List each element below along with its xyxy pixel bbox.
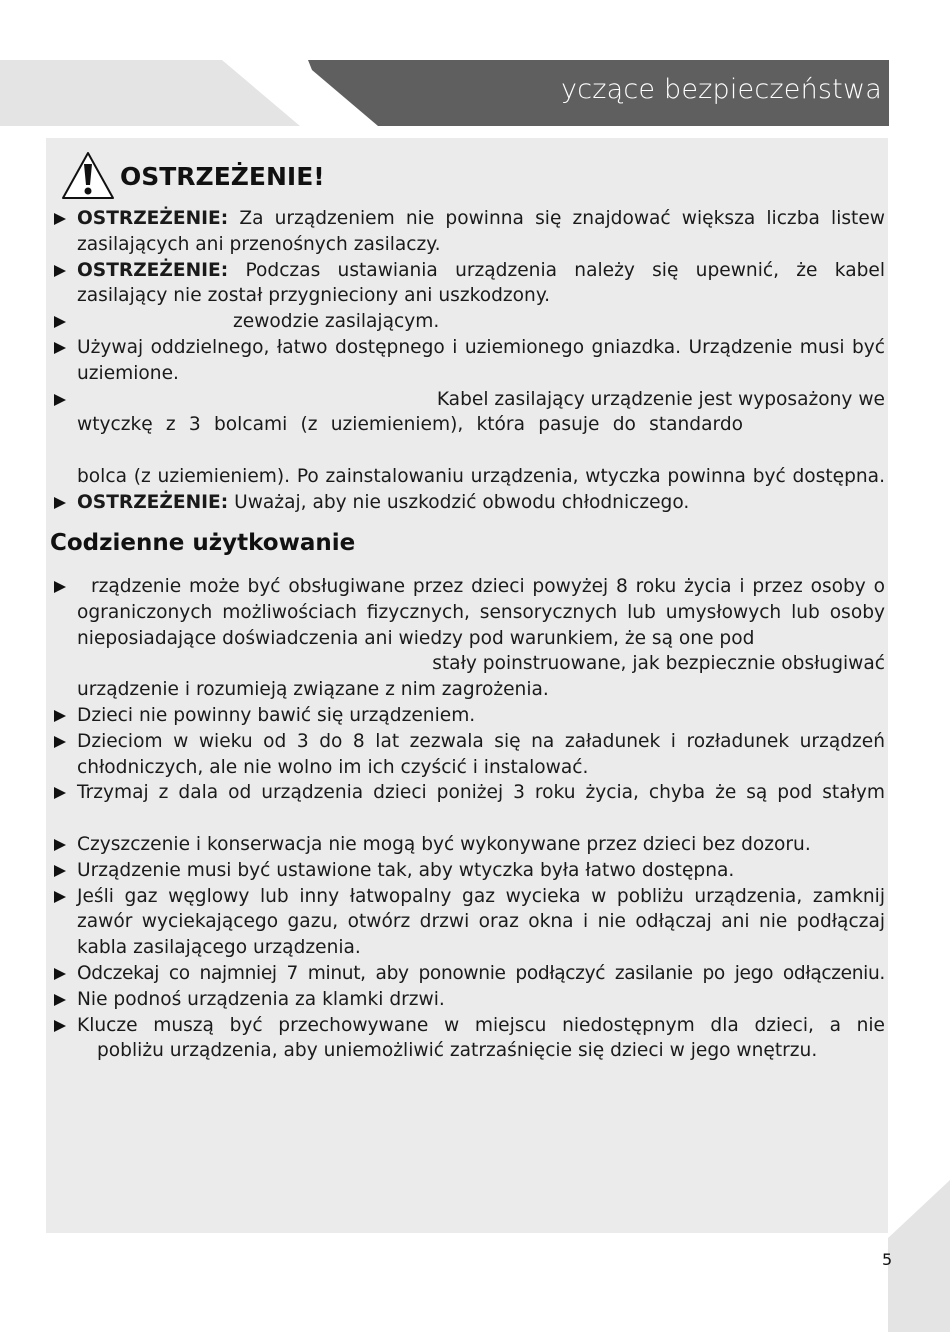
list-item bbox=[54, 490, 885, 516]
item-text: Dzieci nie powinny bawić się urządzeniem. bbox=[77, 704, 476, 726]
header-left-tab bbox=[0, 60, 300, 126]
item-text: rządzenie może być obsługiwane przez dzieci powyżej 8 roku życia i przez osoby o ograniczonych możliwościach fizycznych, sensorycznych lub umysłowych lub osoby nieposiadające doświadczenia ani wiedzy pod warunkiem, że są one pod bbox=[77, 576, 885, 649]
list-item bbox=[54, 1013, 885, 1065]
warning-heading bbox=[60, 150, 325, 202]
item-text: Czyszczenie i konserwacja nie mogą być wykonywane przez dzieci bez dozoru. bbox=[77, 833, 811, 855]
list-item bbox=[54, 729, 885, 781]
item-text: Za urządzeniem nie powinna się znajdować większa liczba listew zasilających ani przenośnych zasilaczy. bbox=[77, 208, 885, 255]
warning-title: OSTRZEŻENIE! bbox=[120, 161, 325, 191]
bullet-triangle-icon bbox=[54, 497, 66, 509]
section-title: Codzienne użytkowanie bbox=[50, 530, 356, 556]
bullet-triangle-icon bbox=[54, 394, 66, 406]
daily-use-list bbox=[54, 574, 885, 1064]
page-number: 5 bbox=[882, 1250, 893, 1269]
warning-triangle-icon bbox=[60, 150, 116, 202]
item-text: Jeśli gaz węglowy lub inny łatwopalny gaz wycieka w pobliżu urządzenia, zamknij zawór wyciekającego gazu, otwórz drzwi oraz okna i nie odłączaj ani nie podłączaj kabla zasilającego urządzenia. bbox=[77, 885, 885, 959]
list-item bbox=[54, 309, 885, 335]
item-text: wtyczkę z 3 bolcami (z uziemieniem), która pasuje do standardo bbox=[77, 414, 743, 436]
warning-list bbox=[54, 206, 885, 516]
header-title: yczące bezpieczeństwa bbox=[561, 74, 882, 105]
list-item bbox=[54, 387, 885, 490]
warning-label: OSTRZEŻENIE: bbox=[77, 259, 229, 281]
list-spacer bbox=[54, 806, 885, 832]
item-text: Trzymaj z dala od urządzenia dzieci poniżej 3 roku życia, chyba że są pod stałym bbox=[77, 782, 885, 804]
bullet-triangle-icon bbox=[54, 891, 66, 903]
corner-decoration bbox=[888, 1180, 950, 1332]
bullet-triangle-icon bbox=[54, 710, 66, 722]
bullet-triangle-icon bbox=[54, 213, 66, 225]
bullet-triangle-icon bbox=[54, 342, 66, 354]
list-item bbox=[54, 703, 885, 729]
list-item bbox=[54, 961, 885, 987]
item-text: Podczas ustawiania urządzenia należy się upewnić, że kabel zasilający nie został przygnieciony ani uszkodzony. bbox=[77, 259, 885, 307]
bullet-triangle-icon bbox=[54, 265, 66, 277]
bullet-triangle-icon bbox=[54, 581, 66, 593]
list-item bbox=[54, 574, 885, 703]
item-text: Używaj oddzielnego, łatwo dostępnego i uziemionego gniazdka. Urządzenie musi być uziemione. bbox=[77, 336, 885, 384]
bullet-triangle-icon bbox=[54, 839, 66, 851]
item-text: Kabel zasilający urządzenie jest wyposażony we bbox=[436, 388, 885, 410]
bullet-triangle-icon bbox=[54, 968, 66, 980]
bullet-triangle-icon bbox=[54, 994, 66, 1006]
item-text: zewodzie zasilającym. bbox=[233, 311, 440, 333]
list-item bbox=[54, 987, 885, 1013]
item-text: Odczekaj co najmniej 7 minut, aby ponownie podłączyć zasilanie po jego odłączeniu. bbox=[77, 962, 885, 984]
item-text: urządzenie i rozumieją związane z nim zagrożenia. bbox=[77, 679, 549, 701]
item-text: Dzieciom w wieku od 3 do 8 lat zezwala się na załadunek i rozładunek urządzeń chłodniczych, ale nie wolno im ich czyścić i instalować. bbox=[77, 730, 885, 778]
item-text: Uważaj, aby nie uszkodzić obwodu chłodniczego. bbox=[228, 491, 690, 513]
list-item bbox=[54, 780, 885, 806]
list-item bbox=[54, 832, 885, 858]
bullet-triangle-icon bbox=[54, 736, 66, 748]
item-text: stały poinstruowane, jak bezpiecznie obsługiwać bbox=[432, 653, 885, 675]
warning-label: OSTRZEŻENIE: bbox=[77, 208, 229, 229]
list-item bbox=[54, 258, 885, 310]
bullet-triangle-icon bbox=[54, 1020, 66, 1032]
bullet-triangle-icon bbox=[54, 865, 66, 877]
warning-label: OSTRZEŻENIE: bbox=[77, 491, 229, 513]
list-item bbox=[54, 335, 885, 387]
bullet-triangle-icon bbox=[54, 787, 66, 799]
item-text: Klucze muszą być przechowywane w miejscu niedostępnym dla dzieci, a nie bbox=[77, 1014, 885, 1036]
list-item bbox=[54, 858, 885, 884]
list-item bbox=[54, 884, 885, 961]
item-text: pobliżu urządzenia, aby uniemożliwić zatrzaśnięcie się dzieci w jego wnętrzu. bbox=[97, 1040, 818, 1062]
item-text: Urządzenie musi być ustawione tak, aby wtyczka była łatwo dostępna. bbox=[77, 859, 735, 881]
list-item bbox=[54, 206, 885, 258]
item-text: bolca (z uziemieniem). Po zainstalowaniu urządzenia, wtyczka powinna być dostępna. bbox=[77, 465, 885, 487]
bullet-triangle-icon bbox=[54, 316, 66, 328]
item-text: Nie podnoś urządzenia za klamki drzwi. bbox=[77, 988, 445, 1010]
